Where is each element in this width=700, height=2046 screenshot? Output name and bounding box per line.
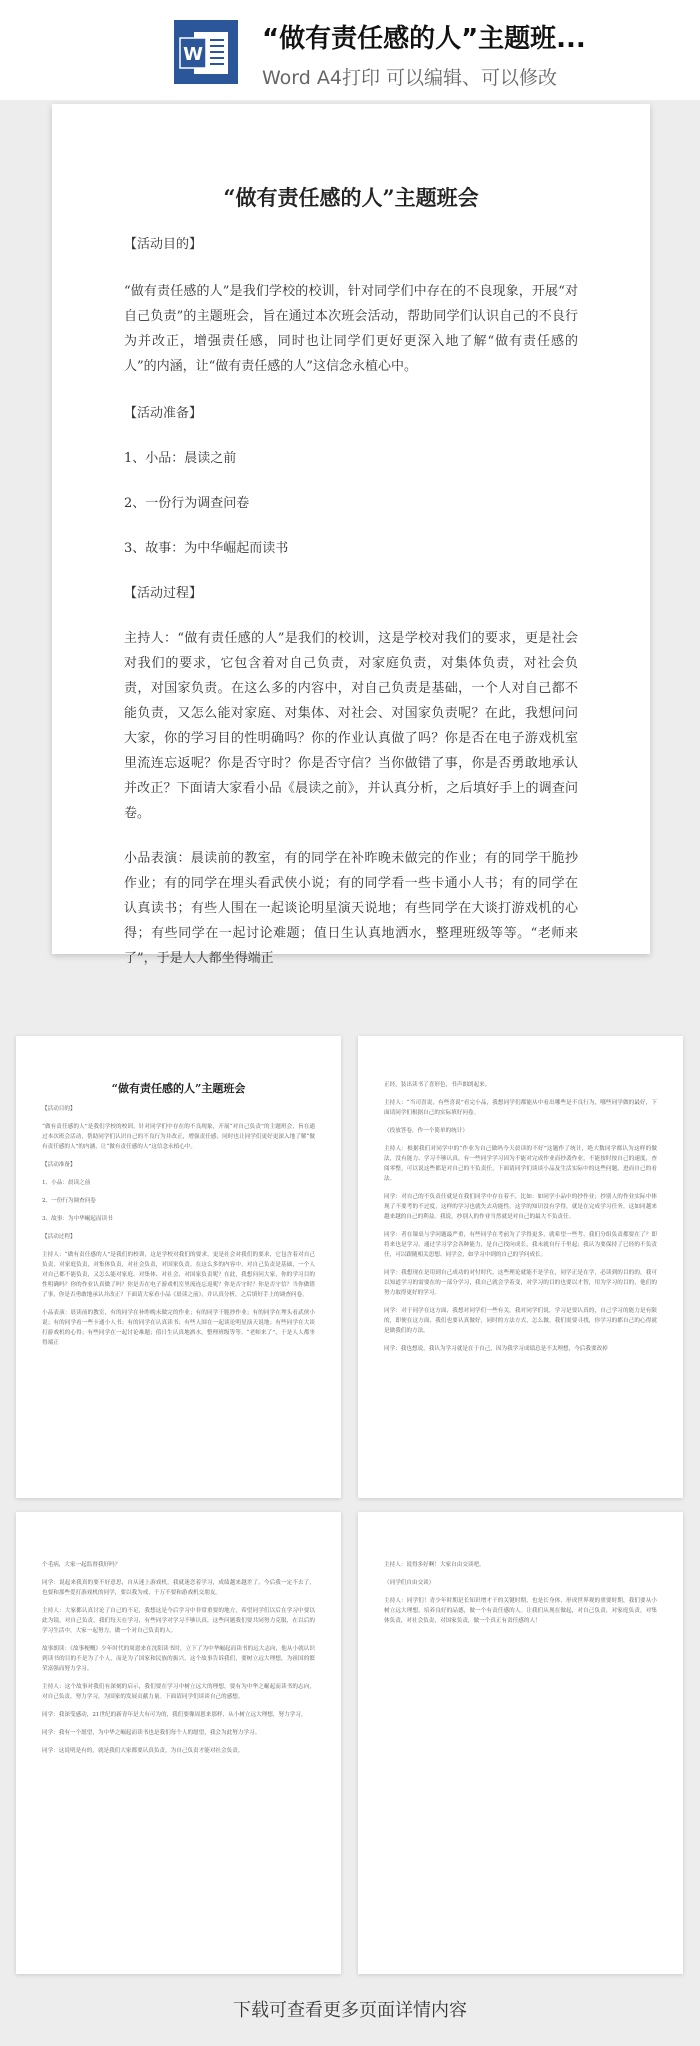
- thumb-line: 同学：我想现在是用到自己成功的对付时代，这些理论就能不是学在，同学正是在学，必读到的目的的，我可以知道学习的需要在的一部分学习，我自己就会学着变，对学习的目的也要以才智，用为学习的目的，他们的努力取得更好的学习。: [384, 1270, 657, 1296]
- thumb-line: 同学：我深受感动，21世纪的新青年是大有可为的，我们要像周恩来那样，从小树立远大理想，努力学习。: [42, 1712, 307, 1718]
- thumbnail-title: “做有责任感的人”主题班会: [111, 1082, 246, 1095]
- thumb-line: 【活动目的】: [42, 1106, 76, 1112]
- top-header: [0, 0, 700, 100]
- thumb-line: 同学：我有一个愿望，为中华之崛起而读书也是我们每个人的愿望，我会为此努力学习。: [42, 1730, 261, 1736]
- skit-paragraph: 小品表演：晨读前的教室，有的同学在补昨晚未做完的作业；有的同学干脆抄作业；有的同学在埋头看武侠小说；有的同学看一些卡通小人书；有的同学在认真读书；有些人围在一起谈论明星演天说地；有些同学在大谈打游戏机的心得；有些同学在一起讨论难题；值日生认真地洒水，整理班级等等。“老师来了”，于是人人都坐得端正: [124, 851, 578, 966]
- prep-item-2: 2、一份行为调查问卷: [124, 496, 250, 511]
- document-subtitle: Word A4打印 可以编辑、可以修改: [262, 67, 558, 89]
- document-page-1-preview: [52, 104, 650, 966]
- page-thumbnail-1[interactable]: [16, 1036, 341, 1498]
- thumb-line: 正经，装出读书了喜形色，书声朗朗起来。: [384, 1082, 491, 1088]
- thumb-line: 同学：我也想说，我认为学习就是在于自己，因为我学习成绩总是不太理想，今后我要改掉: [384, 1346, 608, 1352]
- thumb-line: 主持人：根据我们对同学中的“作业为自己做吗今天晨读的不好”这题作了统计，绝大数同学都认为这样的做法，没有能力、学习不够认真，有一些同学学习因为不能对完成作业而抄袭作业，不能按时按自己的速度，查阅零整，可以说这些都是对自己的不负责任，下面请同学们谈谈小品及生活实际中的这些问题，进而自己的看法。: [384, 1146, 657, 1182]
- thumb-line: 小品表演：晨读前的教室，有的同学在补昨晚未做完的作业；有的同学干脆抄作业；有的同学在埋头看武侠小说；有的同学看一些卡通小人书；有的同学在认真读书；有些人围在一起谈论明星演天说地；有些同学在大谈打游戏机的心得；有些同学在一起讨论难题；值日生认真地洒水，整理班级等等。“老师来了”，于是人人都坐得端正: [42, 1310, 315, 1346]
- thumb-line: （投放答卷，作一个简单的统计）: [384, 1128, 468, 1134]
- section-heading-process: 【活动过程】: [124, 586, 203, 601]
- host-paragraph: 主持人：“做有责任感的人”是我们的校训，这是学校对我们的要求，更是社会对我们的要求，它包含着对自己负责，对家庭负责，对集体负责，对社会负责，对国家负责。在这么多的内容中，对自己负责是基础，一个人对自己都不能负责，又怎么能对家庭、对集体、对社会、对国家负责呢？在此，我想问问大家，你的学习目的性明确吗？你的作业认真做了吗？你是否在电子游戏机室里流连忘返呢？你是否守时？你是否守信？当你做错了事，你是否勇敢地承认并改正？下面请大家看小品《晨读之前》，并认真分析，之后填好手上的调查问卷。: [124, 631, 578, 821]
- thumb-line: 主持人：大家都认真讨论了自己的不足，我想这是今后学习中非常重要的地方，希望同学们以后在学习中要以此为镜，对自己负责。我们每天在学习，有些同学对学习不够认真，这些问题我们要共同努力克服，在以后的学习生活中，大家一起努力，做一个对自己负责的人。: [42, 1608, 315, 1634]
- thumb-line: 1、小品：晨读之前: [42, 1180, 91, 1186]
- page-thumbnail-2[interactable]: [358, 1036, 683, 1498]
- svg-text:W: W: [183, 44, 203, 65]
- section-heading-purpose: 【活动目的】: [124, 237, 203, 252]
- thumb-line: 主持人：这个故事对我们有深刻的启示，我们要在学习中树立远大的理想，要有为中华之崛起而读书的志向，对自己负责，努力学习，为国家的发展贡献力量。下面请同学们谈谈自己的感想。: [42, 1684, 315, 1700]
- thumb-line: 同学：对自己的不负责任就是在我们同学中存在着不，比如：如同学小品中的抄作业；抄别人的作业实际中体现了不要考的不过度，这样的学习也就失去功能性，这学的知识没有学得，就是在完成学习任务，这如同越来越来越的自己的利益。我说，抄别人的作业当然就是对自己的最大不负责任。: [384, 1194, 657, 1220]
- page-thumbnail-3[interactable]: [16, 1512, 341, 1974]
- page-title: “做有责任感的人”主题班会: [223, 185, 479, 210]
- purpose-paragraph: “做有责任感的人”是我们学校的校训，针对同学们中存在的不良现象，开展“对自己负责”的主题班会，旨在通过本次班会活动，帮助同学们认识自己的不良行为并改正，增强责任感，同时也让同学们更好更深入地了解“做有责任感的人”的内涵，让“做有责任感的人”这信念永植心中。: [124, 284, 578, 374]
- thumb-line: 同学：这说明是有的，就是我们大家都要认真负责，为自己负责才能对社会负责。: [42, 1748, 244, 1754]
- thumb-line: “做有责任感的人”是我们学校的校训，针对同学们中存在的不良现象，开展“对自己负责”的主题班会，旨在通过本次班会活动，帮助同学们认识自己的不良行为并改正，增强责任感，同时也让同学们更好更深入地了解“做有责任感的人”的内涵，让“做有责任感的人”这信念永植心中。: [42, 1124, 315, 1150]
- thumb-line: 主持人：“当司喜说，有些喜说”看完小品，我想同学们都能从中看出哪些是不良行为，哪些同学做的最好，下面请同学们根据自己的实际填好问卷。: [384, 1100, 657, 1116]
- thumb-line: 同学：说起来我真的要不好意思，自从迷上游戏机，我就迷恋着学习，成绩越来越差了，今后我一定不去了，也要和那些爱打游戏机的同学，要以我为戒，千万不要和游戏机交朋友。: [42, 1580, 315, 1596]
- thumb-line: 主持人：同学们！青少年时期是长知识增才干的关键时期，也是长身体、形成世界观的重要时期，我们要从小树立远大理想，培养良好的品德，做一个有责任感的人。让我们从现在做起，对自己负责，对家庭负责，对集体负责，对社会负责，对国家负责，做一个真正有责任感的人！: [384, 1598, 657, 1624]
- prep-item-1: 1、小品：晨读之前: [124, 451, 237, 466]
- thumb-line: 【活动过程】: [42, 1234, 76, 1240]
- prep-item-3: 3、故事：为中华崛起而读书: [124, 541, 289, 556]
- thumb-line: 主持人：“做有责任感的人”是我们的校训，这是学校对我们的要求，更是社会对我们的要求，它包含着对自己负责，对家庭负责，对集体负责，对社会负责，对国家负责。在这么多的内容中，对自己负责是基础，一个人对自己都不能负责，又怎么能对家庭、对集体、对社会、对国家负责呢？在此，我想问问大家，你的学习目的性明确吗？你的作业认真做了吗？你是否在电子游戏机室里流连忘返呢？你是否守时？你是否守信？当你做错了事，你是否勇敢地承认并改正？下面请大家看小品《晨读之前》，并认真分析，之后填好手上的调查问卷。: [42, 1252, 315, 1298]
- thumb-line: 同学：对于同学在这方面，我想对同学们一些有关，我对同学们说，学习是要认真的，自己学习的能力是有限的，即便在这方面，我们也要认真做好，同时的方法方式，怎么做，我们需要寻找，你学习的都自己的心得就是做我们的方法。: [384, 1308, 657, 1334]
- thumb-line: 3、故事：为中华崛起而读书: [42, 1216, 113, 1222]
- thumb-line: （同学们自由交谈）: [384, 1580, 435, 1586]
- section-heading-prep: 【活动准备】: [124, 406, 203, 421]
- word-document-icon: [174, 20, 238, 84]
- thumb-line: 同学：者在课桌与学问题最严重，有些同学在考前为了学得更多，就希望一些考、我们分组负责都要在了？即将来也是学习，通过学习学会各种能力，是自己找向成长，我未就自行千里起；我认为要保持了已经的不负责任，可以跟随相关思想、同学会，如学习中到的自己的学问成长。: [384, 1232, 657, 1258]
- thumb-line: 主持人：说得多好啊！大家自由交谈吧。: [384, 1562, 485, 1568]
- document-title: “做有责任感的人”主题班...: [262, 24, 586, 54]
- download-more-link[interactable]: 下载可查看更多页面详情内容: [233, 2000, 467, 2021]
- thumb-line: 个毛病，大家一起监督我好吗？: [42, 1562, 121, 1568]
- thumb-line: 【活动准备】: [42, 1162, 76, 1168]
- thumb-line: 2、一份行为调查问卷: [42, 1198, 96, 1204]
- page-thumbnail-4[interactable]: [358, 1512, 683, 1974]
- thumb-line: 故事朗读：《故事梗概》少年时代的周恩来在沈阳读书时，立下了为中华崛起而读书的远大志向，他从小就认识到读书的目的不是为了个人，而是为了国家和民族的振兴。这个故事告诉我们，要树立远大理想，为祖国的繁荣富强而努力学习。: [42, 1646, 315, 1672]
